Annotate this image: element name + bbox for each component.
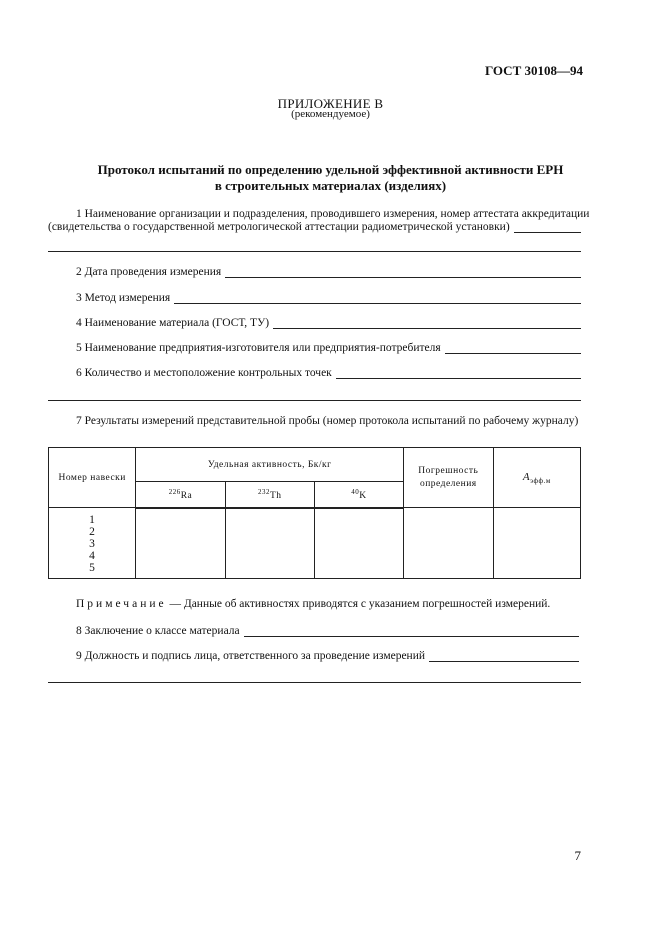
note xyxy=(76,598,550,610)
appendix-title: ПРИЛОЖЕНИЕ В xyxy=(277,96,384,111)
item1-extra-line[interactable] xyxy=(48,251,581,252)
ra226-values-cell[interactable] xyxy=(136,508,225,579)
item6-row xyxy=(76,367,581,379)
th-mass-number: 232 xyxy=(257,487,270,496)
header-aeff xyxy=(493,448,580,508)
results-table xyxy=(48,447,581,579)
sample-row-number: 2 xyxy=(89,526,96,538)
header-ra226 xyxy=(136,482,225,508)
item9-row xyxy=(76,650,579,662)
item2-label: 2 Дата проведения измерения xyxy=(76,266,222,278)
standard-number: ГОСТ 30108—94 xyxy=(484,63,583,78)
header-k40 xyxy=(314,482,403,508)
item1-line1: 1 Наименование организации и подразделения, проводившего измерения, номер аттестата аккредитации xyxy=(76,208,590,220)
header-sample-number: Номер навески xyxy=(49,448,136,508)
aeff-values-cell[interactable] xyxy=(493,508,580,579)
protocol-title-line2: в строительных материалах (изделиях) xyxy=(214,178,447,193)
th232-values-cell[interactable] xyxy=(225,508,314,579)
sample-numbers-cell xyxy=(49,508,136,579)
k-mass-number: 40 xyxy=(351,487,360,496)
note-label: Примечание xyxy=(76,598,167,610)
item9-extra-line[interactable] xyxy=(48,682,581,683)
item1-line2: (свидетельства о государственной метрологической аттестации радиометрической установки) xyxy=(48,221,510,233)
header-specific-activity: Удельная активность, Бк/кг xyxy=(136,448,404,482)
item9-label: 9 Должность и подпись лица, ответственного за проведение измерений xyxy=(76,650,426,662)
header-error xyxy=(404,448,494,508)
item1-blank-field[interactable] xyxy=(514,222,581,233)
item4-label: 4 Наименование материала (ГОСТ, ТУ) xyxy=(76,317,270,329)
sample-row-number: 5 xyxy=(89,562,96,574)
ra-mass-number: 226 xyxy=(168,487,181,496)
header-th232 xyxy=(225,482,314,508)
sample-row-number: 4 xyxy=(89,550,96,562)
error-values-cell[interactable] xyxy=(404,508,494,579)
item9-blank-field[interactable] xyxy=(429,651,579,662)
item6-label: 6 Количество и местоположение контрольных точек xyxy=(76,367,332,379)
item3-blank-field[interactable] xyxy=(174,293,581,304)
th-symbol: Th xyxy=(269,490,282,501)
item5-blank-field[interactable] xyxy=(445,343,581,354)
item8-label: 8 Заключение о классе материала xyxy=(76,625,240,637)
protocol-title-line1: Протокол испытаний по определению удельной эффективной активности ЕРН xyxy=(97,162,564,177)
item5-row xyxy=(76,342,581,354)
note-text: — Данные об активностях приводятся с указанием погрешностей измерений. xyxy=(166,598,551,610)
item4-row xyxy=(76,317,581,329)
item8-blank-field[interactable] xyxy=(244,626,579,637)
item3-label: 3 Метод измерения xyxy=(76,292,171,304)
aeff-subscript: эфф.м xyxy=(530,476,551,485)
header-error-line2: определения xyxy=(419,478,477,489)
item1-row2 xyxy=(48,221,581,233)
item3-row xyxy=(76,292,581,304)
sample-row-number: 3 xyxy=(89,538,96,550)
item6-blank-field[interactable] xyxy=(336,368,581,379)
aeff-symbol: A xyxy=(522,470,531,483)
item7-label: 7 Результаты измерений представительной пробы (номер протокола испытаний по рабочему журналу) xyxy=(76,415,579,427)
item8-row xyxy=(76,625,579,637)
item2-blank-field[interactable] xyxy=(225,267,581,278)
k40-values-cell[interactable] xyxy=(314,508,403,579)
page-number: 7 xyxy=(574,848,581,863)
sample-row-number: 1 xyxy=(89,514,96,526)
item2-row xyxy=(76,266,581,278)
item5-label: 5 Наименование предприятия-изготовителя или предприятия-потребителя xyxy=(76,342,441,354)
item4-blank-field[interactable] xyxy=(273,318,581,329)
k-symbol: K xyxy=(359,490,367,501)
appendix-subtitle: (рекомендуемое) xyxy=(291,108,370,120)
header-error-line1: Погрешность xyxy=(418,465,479,476)
item6-extra-line[interactable] xyxy=(48,400,581,401)
ra-symbol: Ra xyxy=(180,490,193,501)
